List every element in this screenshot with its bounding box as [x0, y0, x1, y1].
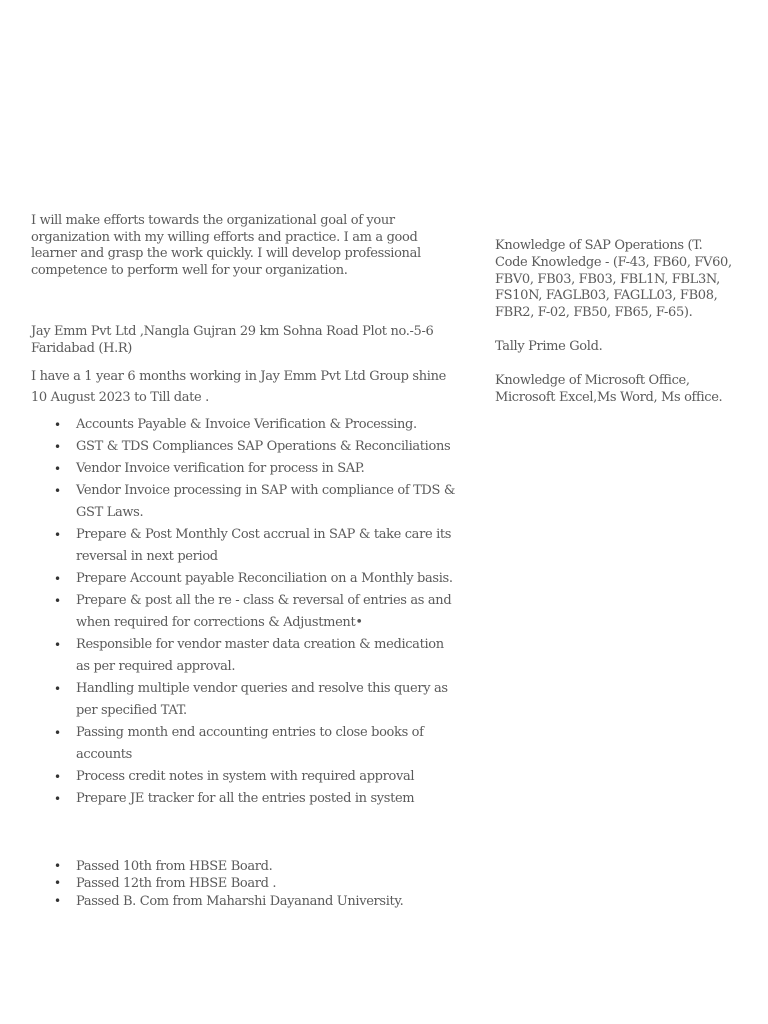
list-item: • Passing month end accounting entries to close books of accounts [31, 722, 461, 766]
list-item: • Vendor Invoice verification for process in SAP. [31, 458, 461, 480]
career-objective: I will make efforts towards the organizational goal of your organization with my willing efforts and practice. I am a good learner and grasp the work quickly. I will develop professional competence to perform well for your organization. [31, 213, 421, 278]
skill-sap: Knowledge of SAP Operations (T. Code Knowledge - (F-43, FB60, FV60, FBV0, FB03, FB03, FBL1N, FBL3N, FS10N, FAGLB03, FAGLL03, FB08, FBR2, F-02, FB50, FB65, F-65). [495, 238, 732, 321]
list-item: • Process credit notes in system with required approval [31, 766, 461, 788]
list-item: • Passed B. Com from Maharshi Dayanand University. [31, 893, 461, 911]
responsibilities-list [31, 414, 461, 810]
left-column [31, 213, 461, 910]
skill-tally: Tally Prime Gold. [495, 338, 603, 354]
list-item: • Handling multiple vendor queries and resolve this query as per specified TAT. [31, 678, 461, 722]
education-list [31, 858, 461, 911]
skill-ms-office: Knowledge of Microsoft Office, Microsoft Excel,Ms Word, Ms office. [495, 372, 723, 405]
list-item: • Responsible for vendor master data creation & medication as per required approval. [31, 634, 461, 678]
list-item: • Prepare JE tracker for all the entries posted in system [31, 788, 461, 810]
list-item: • Prepare & Post Monthly Cost accrual in SAP & take care its reversal in next period [31, 524, 461, 568]
list-item: • Prepare & post all the re - class & reversal of entries as and when required for corrections & Adjustment• [31, 590, 461, 634]
list-item: • Prepare Account payable Reconciliation on a Monthly basis. [31, 568, 461, 590]
list-item: • GST & TDS Compliances SAP Operations & Reconciliations [31, 436, 461, 458]
experience-summary: I have a 1 year 6 months working in Jay Emm Pvt Ltd Group shine 10 August 2023 to Till date . [31, 368, 446, 405]
list-item: • Passed 12th from HBSE Board . [31, 875, 461, 893]
right-column [495, 238, 735, 423]
list-item: • Passed 10th from HBSE Board. [31, 858, 461, 876]
company-address: Jay Emm Pvt Ltd ,Nangla Gujran 29 km Sohna Road Plot no.-5-6 Faridabad (H.R) [31, 324, 434, 356]
list-item: • Accounts Payable & Invoice Verification & Processing. [31, 414, 461, 436]
list-item: • Vendor Invoice processing in SAP with compliance of TDS & GST Laws. [31, 480, 461, 524]
